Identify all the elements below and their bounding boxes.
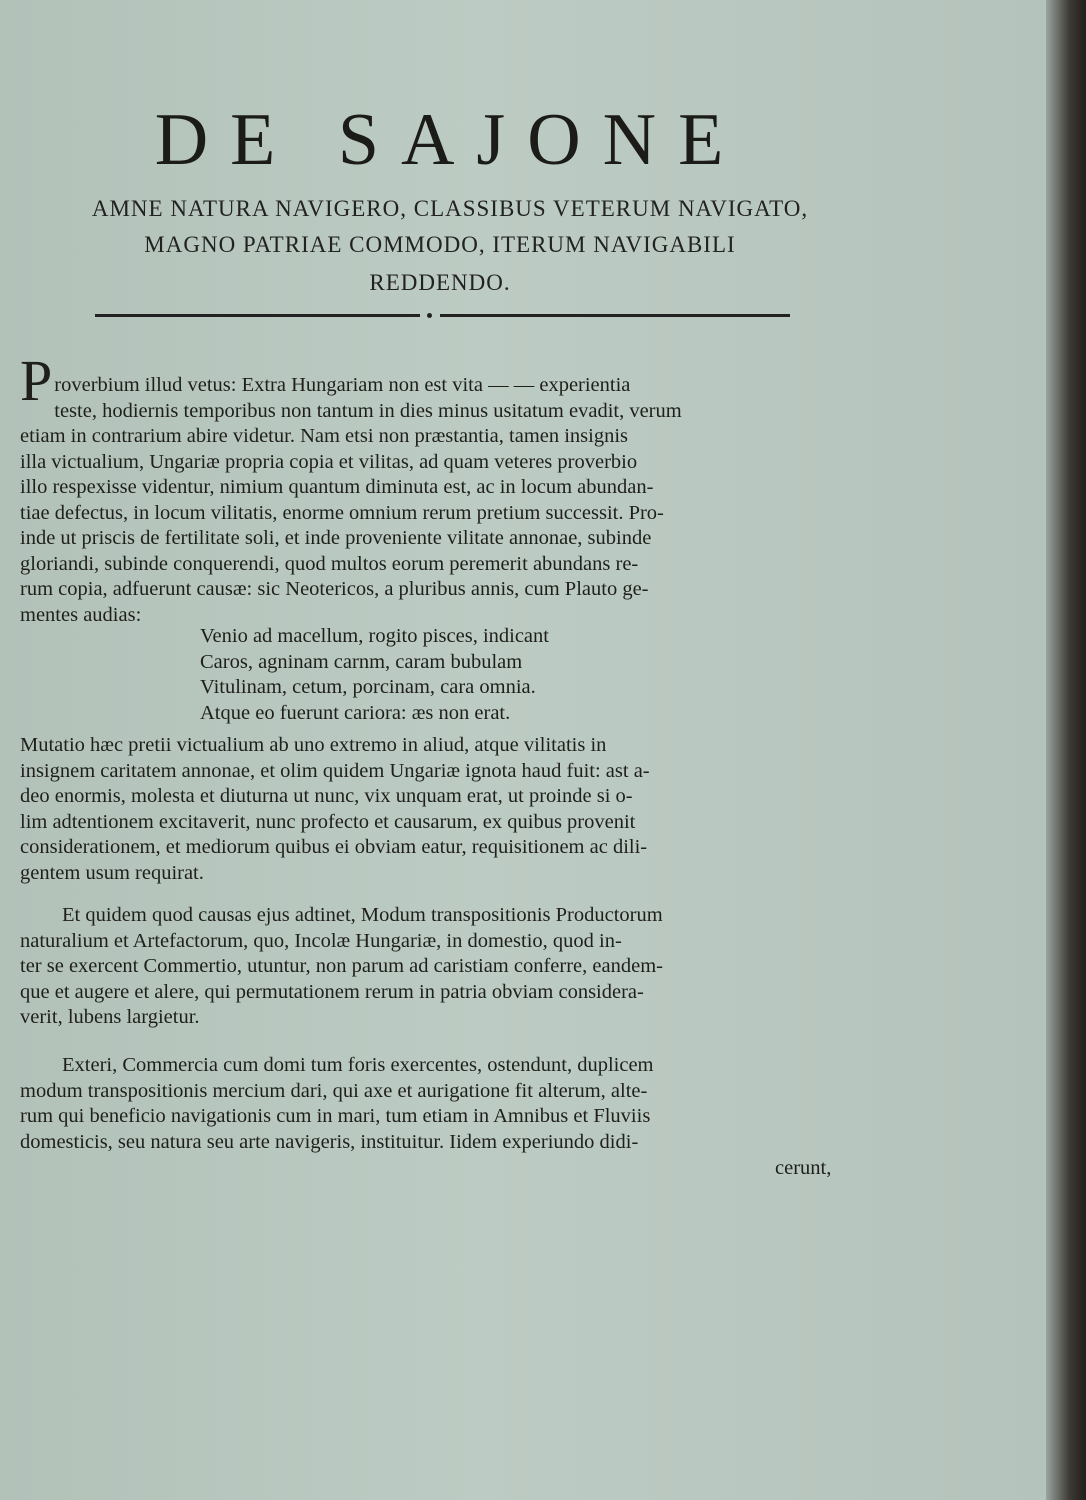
paragraph-line: teste, hodiernis temporibus non tantum in dies minus usitatum evadit, verum: [54, 399, 682, 422]
paragraph-line: ter se exercent Commertio, utuntur, non parum ad caristiam conferre, eandem-: [20, 955, 663, 977]
paragraph-line: gloriandi, subinde conquerendi, quod multos eorum peremerit abundans re-: [20, 552, 639, 575]
page-edge-shadow: [1046, 0, 1086, 1500]
paragraph-line: Exteri, Commercia cum domi tum foris exercentes, ostendunt, duplicem: [62, 1054, 654, 1076]
drop-cap: P: [20, 348, 53, 413]
paragraph-line: roverbium illud vetus: Extra Hungariam non est vita — — experientia: [54, 374, 631, 396]
catchword: cerunt,: [775, 1157, 832, 1179]
verse-line: Atque eo fuerunt cariora: æs non erat.: [200, 701, 511, 724]
paragraph-line: illo respexisse videntur, nimium quantum diminuta est, ac in locum abundan-: [20, 476, 654, 498]
verse-line: Caros, agninam carnm, caram bubulam: [200, 650, 523, 673]
paragraph-line: Et quidem quod causas ejus adtinet, Modum transpositionis Productorum: [62, 904, 663, 926]
paragraph-line: Mutatio hæc pretii victualium ab uno extremo in aliud, atque vilitatis in: [20, 734, 607, 756]
paragraph-line: considerationem, et mediorum quibus ei obviam eatur, requisitionem ac dili-: [20, 836, 648, 858]
paragraph-line: rum qui beneficio navigationis cum in mari, tum etiam in Amnibus et Fluviis: [20, 1105, 651, 1127]
subtitle-line-1: AMNE NATURA NAVIGERO, CLASSIBUS VETERUM NAVIGATO,: [91, 196, 809, 221]
paragraph-line: rum copia, adfuerunt causæ: sic Neotericos, a pluribus annis, cum Plauto ge-: [20, 578, 649, 600]
paragraph-line: tiae defectus, in locum vilitatis, enorme omnium rerum pretium successit. Pro-: [20, 501, 664, 524]
page-title: DE SAJONE: [154, 99, 746, 181]
paragraph-line: naturalium et Artefactorum, quo, Incolæ Hungariæ, in domestio, quod in-: [20, 929, 622, 952]
paragraph-2: [20, 733, 870, 886]
paragraph-line: domesticis, seu natura seu arte navigeris, instituitur. Iidem experiundo didi-: [20, 1130, 639, 1153]
paragraph-line: que et augere et alere, qui permutationem rerum in patria obviam considera-: [20, 980, 644, 1003]
paragraph-line: insignem caritatem annonae, et olim quidem Ungariæ ignota haud fuit: ast a-: [20, 759, 650, 782]
verse-line: Vitulinam, cetum, porcinam, cara omnia.: [200, 676, 536, 698]
verse-quote: [200, 624, 720, 726]
paragraph-4: [20, 1053, 870, 1155]
subtitle-line-3: REDDENDO.: [369, 270, 511, 295]
paragraph-line: etiam in contrarium abire videtur. Nam etsi non præstantia, tamen insignis: [20, 425, 629, 447]
paragraph-line: lim adtentionem excitaverit, nunc profecto et causarum, ex quibus provenit: [20, 810, 636, 833]
paragraph-line: inde ut priscis de fertilitate soli, et inde proveniente vilitate annonae, subinde: [20, 527, 652, 549]
verse-line: Venio ad macellum, rogito pisces, indicant: [200, 625, 549, 647]
paragraph-3: [20, 903, 870, 1031]
paragraph-line: gentem usum requirat.: [20, 861, 204, 884]
paragraph-line: verit, lubens largietur.: [20, 1006, 200, 1028]
paragraph-line: deo enormis, molesta et diuturna ut nunc, vix unquam erat, ut proinde si o-: [20, 785, 633, 807]
paragraph-line: modum transpositionis mercium dari, qui axe et aurigatione fit alterum, alte-: [20, 1079, 648, 1102]
paragraph-1: [20, 348, 870, 628]
subtitle-line-2: MAGNO PATRIAE COMMODO, ITERUM NAVIGABILI: [144, 232, 736, 257]
paragraph-line: mentes audias:: [20, 603, 142, 626]
paragraph-line: illa victualium, Ungariæ propria copia et vilitas, ad quam veteres proverbio: [20, 450, 638, 473]
ornamental-rule: [95, 311, 790, 319]
